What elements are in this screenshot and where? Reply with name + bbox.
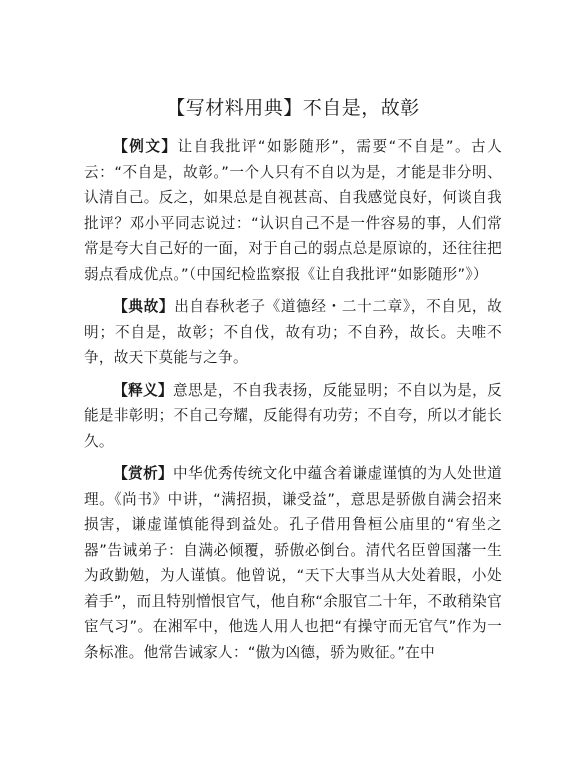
paragraph-appreciation	[84, 461, 502, 665]
section-text-interpretation: 意思是，不自我表扬，反能显明；不自以为是，反能是非彰明；不自己夸耀，反能得有功劳；不自夸，所以才能长久。	[84, 381, 502, 450]
section-text-allusion: 出自春秋老子《道德经・二十二章》，不自见，故明；不自是，故彰；不自伐，故有功；不自矜，故长。夫唯不争，故天下莫能与之争。	[84, 298, 502, 366]
section-tag-interpretation: 【释义】	[113, 381, 174, 399]
section-text-example: 让自我批评“如影随形”，需要“不自是”。古人云：“不自是，故彰。”一个人只有不自以为是，才能是非分明、认清自己。反之，如果总是自视甚高、自我感觉良好，何谈自我批评？邓小平同志说过：“认识自己不是一件容易的事，人们常常是夸大自己好的一面，对于自己的弱点总是原谅的，还往往把弱点看成优点。”（中国纪检监察报《让自我批评“如影随形”》）	[84, 138, 502, 283]
document-page	[84, 96, 502, 672]
document-title: 【写材料用典】不自是，故彰	[166, 97, 420, 119]
paragraph-example	[84, 134, 502, 287]
section-text-appreciation: 中华优秀传统文化中蕴含着谦虚谨慎的为人处世道理。《尚书》中讲，“满招损，谦受益”，意思是骄傲自满会招来损害，谦虚谨慎能得到益处。孔子借用鲁桓公庙里的“宥坐之器”告诫弟子：自满必倾覆，骄傲必倒台。清代名臣曾国藩一生为政勤勉，为人谨慎。他曾说，“天下大事当从大处着眼，小处着手”，而且特别憎恨官气，他自称“余服官二十年，不敢稍染官宦气习”。在湘军中，他选人用人也把“有操守而无官气”作为一条标准。他常告诫家人：“傲为凶德，骄为败征。”在中	[84, 465, 502, 661]
paragraph-interpretation	[84, 378, 502, 455]
section-tag-appreciation: 【赏析】	[113, 465, 174, 482]
paragraph-allusion	[84, 294, 502, 371]
section-tag-example: 【例文】	[113, 138, 178, 155]
section-tag-allusion: 【典故】	[113, 298, 175, 315]
